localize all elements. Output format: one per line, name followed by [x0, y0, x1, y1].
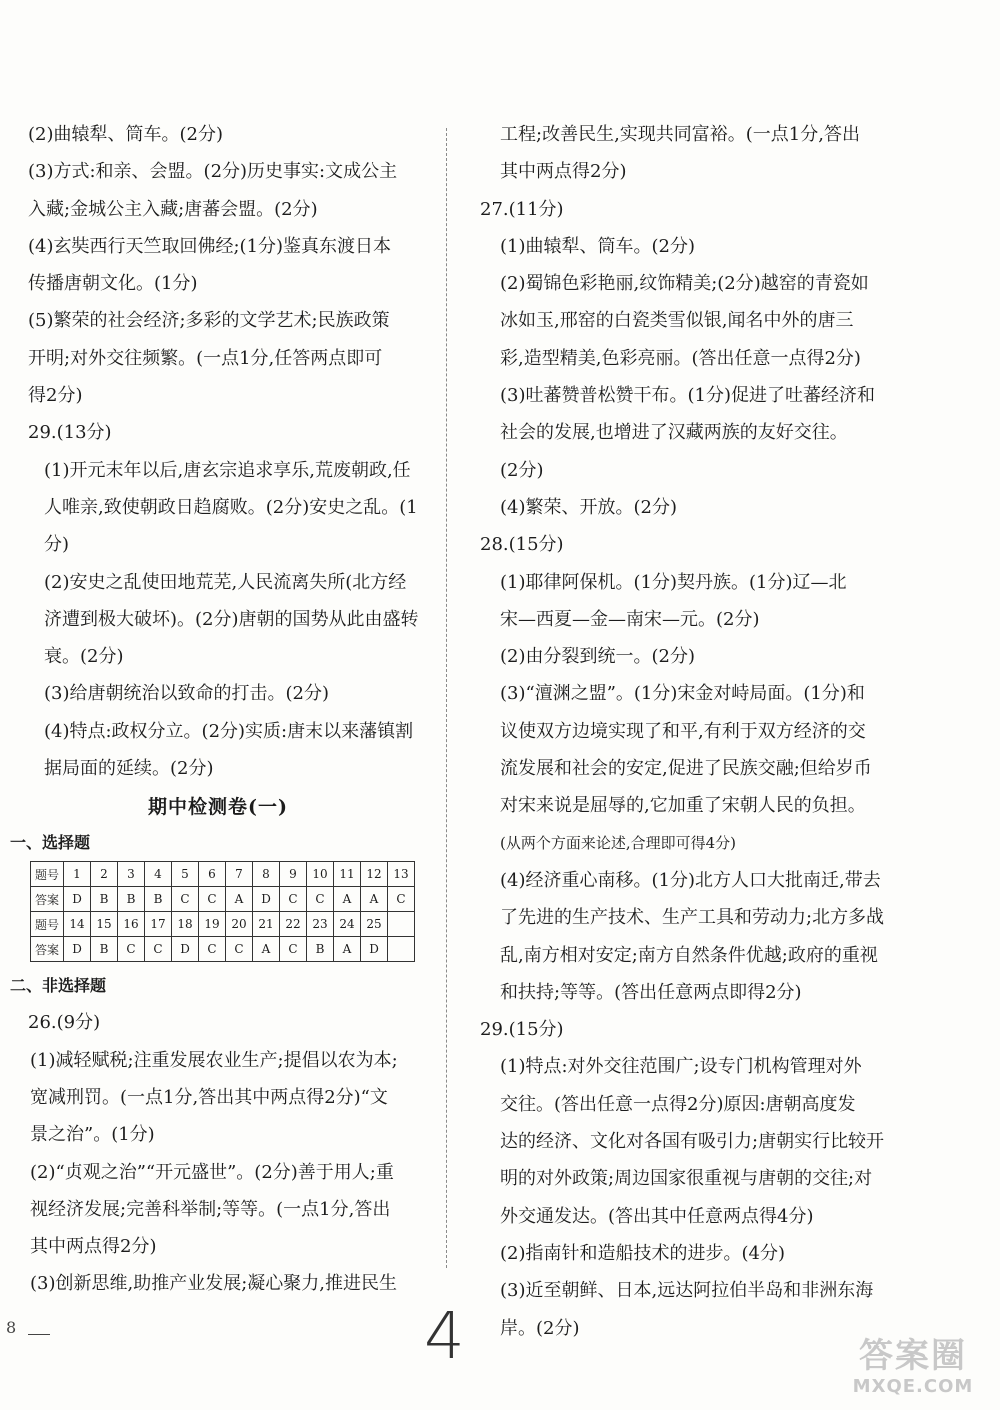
answer-line: 宋—西夏—金—南宋—元。(2分) — [500, 608, 760, 630]
answer-line: 和扶持;等等。(答出任意两点即得2分) — [500, 981, 802, 1003]
answer-line: 入藏;金城公主入藏;唐蕃会盟。(2分) — [28, 198, 318, 220]
section-multiple-choice: 一、选择题 — [10, 833, 91, 853]
answer-table-cell: B — [145, 887, 172, 912]
answer-line: (5)繁荣的社会经济;多彩的文学艺术;民族政策 — [28, 310, 390, 332]
answer-table-cell: 8 — [253, 862, 280, 887]
corner-mark: 8 — [6, 1318, 17, 1337]
answer-line: (2)蜀锦色彩艳丽,纹饰精美;(2分)越窑的青瓷如 — [500, 273, 869, 295]
answer-line: 外交通发达。(答出其中任意两点得4分) — [500, 1205, 814, 1227]
answer-line: 开明;对外交往频繁。(一点1分,任答两点即可 — [28, 347, 383, 369]
answer-line: 29.(15分) — [480, 1019, 564, 1041]
answer-line: 济遭到极大破坏)。(2分)唐朝的国势从此由盛转 — [44, 608, 419, 630]
answer-line: (3)吐蕃赞普松赞干布。(1分)促进了吐蕃经济和 — [500, 385, 875, 407]
watermark-text: 答案圈 — [859, 1336, 967, 1376]
answer-table-cell: 25 — [361, 912, 388, 937]
answer-table-header-cell: 答案 — [31, 937, 64, 962]
answer-table-row — [31, 912, 415, 937]
answer-line: (1)特点:对外交往范围广;设专门机构管理对外 — [500, 1056, 862, 1078]
answer-line: (3)给唐朝统治以致命的打击。(2分) — [44, 683, 329, 705]
answer-line: 岸。(2分) — [500, 1317, 580, 1339]
answer-table — [30, 861, 415, 962]
answer-line: 据局面的延续。(2分) — [44, 758, 214, 780]
answer-line: (2)由分裂到统一。(2分) — [500, 646, 695, 668]
answer-line: 分) — [44, 534, 70, 556]
answer-table-cell: C — [172, 887, 199, 912]
answer-line: 人唯亲,致使朝政日趋腐败。(2分)安史之乱。(1 — [44, 496, 418, 518]
section-non-choice: 二、非选择题 — [10, 976, 107, 996]
answer-line: 社会的发展,也增进了汉藏两族的友好交往。 — [500, 422, 848, 444]
answer-table-cell: C — [388, 887, 415, 912]
answer-line: (3)近至朝鲜、日本,远达阿拉伯半岛和非洲东海 — [500, 1280, 874, 1302]
answer-table-row — [31, 937, 415, 962]
answer-line: 视经济发展;完善科举制;等等。(一点1分,答出 — [30, 1198, 391, 1220]
right-answer-lines — [466, 116, 886, 1347]
answer-table-cell: 24 — [334, 912, 361, 937]
answer-table-cell: 20 — [226, 912, 253, 937]
answer-table-cell: C — [145, 937, 172, 962]
answer-line: (4)玄奘西行天竺取回佛经;(1分)鉴真东渡日本 — [28, 235, 392, 257]
answer-line: 得2分) — [28, 385, 83, 407]
answer-table-cell: C — [280, 937, 307, 962]
answer-line: 28.(15分) — [480, 534, 564, 556]
left-answer-lines-2 — [0, 1004, 436, 1302]
answer-line: (3)“澶渊之盟”。(1分)宋金对峙局面。(1分)和 — [500, 683, 865, 705]
answer-line: 其中两点得2分) — [30, 1236, 157, 1258]
answer-table-cell: 18 — [172, 912, 199, 937]
answer-table-header-cell: 答案 — [31, 887, 64, 912]
answer-line: 彩,造型精美,色彩亮丽。(答出任意一点得2分) — [500, 347, 861, 369]
answer-line: 了先进的生产技术、生产工具和劳动力;北方多战 — [500, 907, 885, 929]
answer-table-cell: C — [280, 887, 307, 912]
answer-table-header-cell: 题号 — [31, 862, 64, 887]
answer-line: 冰如玉,邢窑的白瓷类雪似银,闻名中外的唐三 — [500, 310, 854, 332]
answer-table-cell: C — [307, 887, 334, 912]
answer-table-cell: D — [361, 937, 388, 962]
answer-line: (4)繁荣、开放。(2分) — [500, 496, 677, 518]
answer-table-cell: D — [172, 937, 199, 962]
answer-line: (2)指南针和造船技术的进步。(4分) — [500, 1242, 785, 1264]
answer-table-cell: D — [64, 937, 91, 962]
answer-table-cell: A — [253, 937, 280, 962]
answer-line: (3)方式:和亲、会盟。(2分)历史事实:文成公主 — [28, 161, 398, 183]
answer-line: 议使双方边境实现了和平,有利于双方经济的交 — [500, 720, 866, 742]
answer-table-cell: 5 — [172, 862, 199, 887]
answer-table-row — [31, 862, 415, 887]
answer-table-cell: 14 — [64, 912, 91, 937]
corner-dash — [28, 1334, 50, 1335]
answer-table-cell: 7 — [226, 862, 253, 887]
answer-table-cell: 3 — [118, 862, 145, 887]
answer-table-cell: C — [226, 937, 253, 962]
left-column — [0, 116, 436, 1303]
answer-table-header-cell: 题号 — [31, 912, 64, 937]
answer-line: (2分) — [500, 459, 544, 481]
answer-table-cell: 10 — [307, 862, 334, 887]
answer-table-cell: A — [361, 887, 388, 912]
right-column — [466, 116, 886, 1347]
answer-table-cell: 2 — [91, 862, 118, 887]
answer-table-cell: C — [199, 887, 226, 912]
answer-table-cell: 12 — [361, 862, 388, 887]
answer-table-cell: 21 — [253, 912, 280, 937]
answer-table-cell: 22 — [280, 912, 307, 937]
answer-line: 明的对外政策;周边国家很重视与唐朝的交往;对 — [500, 1168, 873, 1190]
answer-line: (1)耶律阿保机。(1分)契丹族。(1分)辽—北 — [500, 571, 847, 593]
answer-table-cell: B — [91, 937, 118, 962]
answer-line: 达的经济、文化对各国有吸引力;唐朝实行比较开 — [500, 1131, 885, 1153]
answer-line: 其中两点得2分) — [500, 161, 627, 183]
watermark-url: MXQE.COM — [852, 1376, 974, 1397]
answer-table-cell: B — [118, 887, 145, 912]
answer-line: (2)安史之乱使田地荒芜,人民流离失所(北方经 — [44, 571, 407, 593]
answer-line: (从两个方面来论述,合理即可得4分) — [500, 833, 737, 852]
exam-title: 期中检测卷(一) — [148, 796, 288, 819]
watermark-logo — [838, 1336, 988, 1398]
answer-line: (1)曲辕犁、筒车。(2分) — [500, 235, 695, 257]
answer-line: 工程;改善民生,实现共同富裕。(一点1分,答出 — [500, 124, 860, 145]
answer-table-cell: 9 — [280, 862, 307, 887]
answer-table-cell: 16 — [118, 912, 145, 937]
answer-table-cell: C — [118, 937, 145, 962]
answer-line: 衰。(2分) — [44, 646, 124, 668]
answer-line: (1)开元末年以后,唐玄宗追求享乐,荒废朝政,任 — [44, 459, 411, 481]
answer-line: (3)创新思维,助推产业发展;凝心聚力,推进民生 — [30, 1273, 398, 1295]
answer-line: 乱,南方相对安定;南方自然条件优越;政府的重视 — [500, 944, 878, 966]
answer-table-cell — [388, 912, 415, 937]
answer-line: (2)曲辕犁、筒车。(2分) — [28, 124, 223, 145]
answer-line: 宽减刑罚。(一点1分,答出其中两点得2分)“文 — [30, 1086, 388, 1108]
answer-table-row — [31, 887, 415, 912]
answer-table-cell: A — [334, 887, 361, 912]
answer-table-cell: B — [91, 887, 118, 912]
answer-line: 27.(11分) — [480, 198, 564, 220]
answer-table-cell: 15 — [91, 912, 118, 937]
answer-table-cell: 17 — [145, 912, 172, 937]
answer-line: 29.(13分) — [28, 422, 112, 444]
answer-table-cell: D — [64, 887, 91, 912]
answer-table-cell: 11 — [334, 862, 361, 887]
left-answer-lines — [0, 116, 436, 787]
answer-table-cell: 6 — [199, 862, 226, 887]
answer-table-cell — [388, 937, 415, 962]
answer-line: 流发展和社会的安定,促进了民族交融;但给岁币 — [500, 758, 872, 780]
answer-line: 对宋来说是屈辱的,它加重了宋朝人民的负担。 — [500, 795, 866, 817]
answer-table-cell: 1 — [64, 862, 91, 887]
answer-table-cell: B — [307, 937, 334, 962]
answer-table-cell: 23 — [307, 912, 334, 937]
answer-line: 传播唐朝文化。(1分) — [28, 273, 198, 295]
answer-table-cell: A — [226, 887, 253, 912]
answer-table-cell: 19 — [199, 912, 226, 937]
answer-line: 交往。(答出任意一点得2分)原因:唐朝高度发 — [500, 1093, 856, 1115]
page-number: 4 — [424, 1300, 465, 1374]
answer-table-cell: D — [253, 887, 280, 912]
answer-line: (2)“贞观之治”“开元盛世”。(2分)善于用人;重 — [30, 1161, 394, 1183]
answer-table-cell: 4 — [145, 862, 172, 887]
answer-table-cell: A — [334, 937, 361, 962]
answer-line: 景之治”。(1分) — [30, 1124, 155, 1146]
answer-line: 26.(9分) — [28, 1012, 101, 1034]
column-divider — [446, 128, 447, 1268]
answer-line: (4)经济重心南移。(1分)北方人口大批南迁,带去 — [500, 869, 881, 891]
answer-line: (1)减轻赋税;注重发展农业生产;提倡以农为本; — [30, 1049, 398, 1071]
answer-table-cell: 13 — [388, 862, 415, 887]
answer-table-cell: C — [199, 937, 226, 962]
answer-line: (4)特点:政权分立。(2分)实质:唐末以来藩镇割 — [44, 720, 414, 742]
